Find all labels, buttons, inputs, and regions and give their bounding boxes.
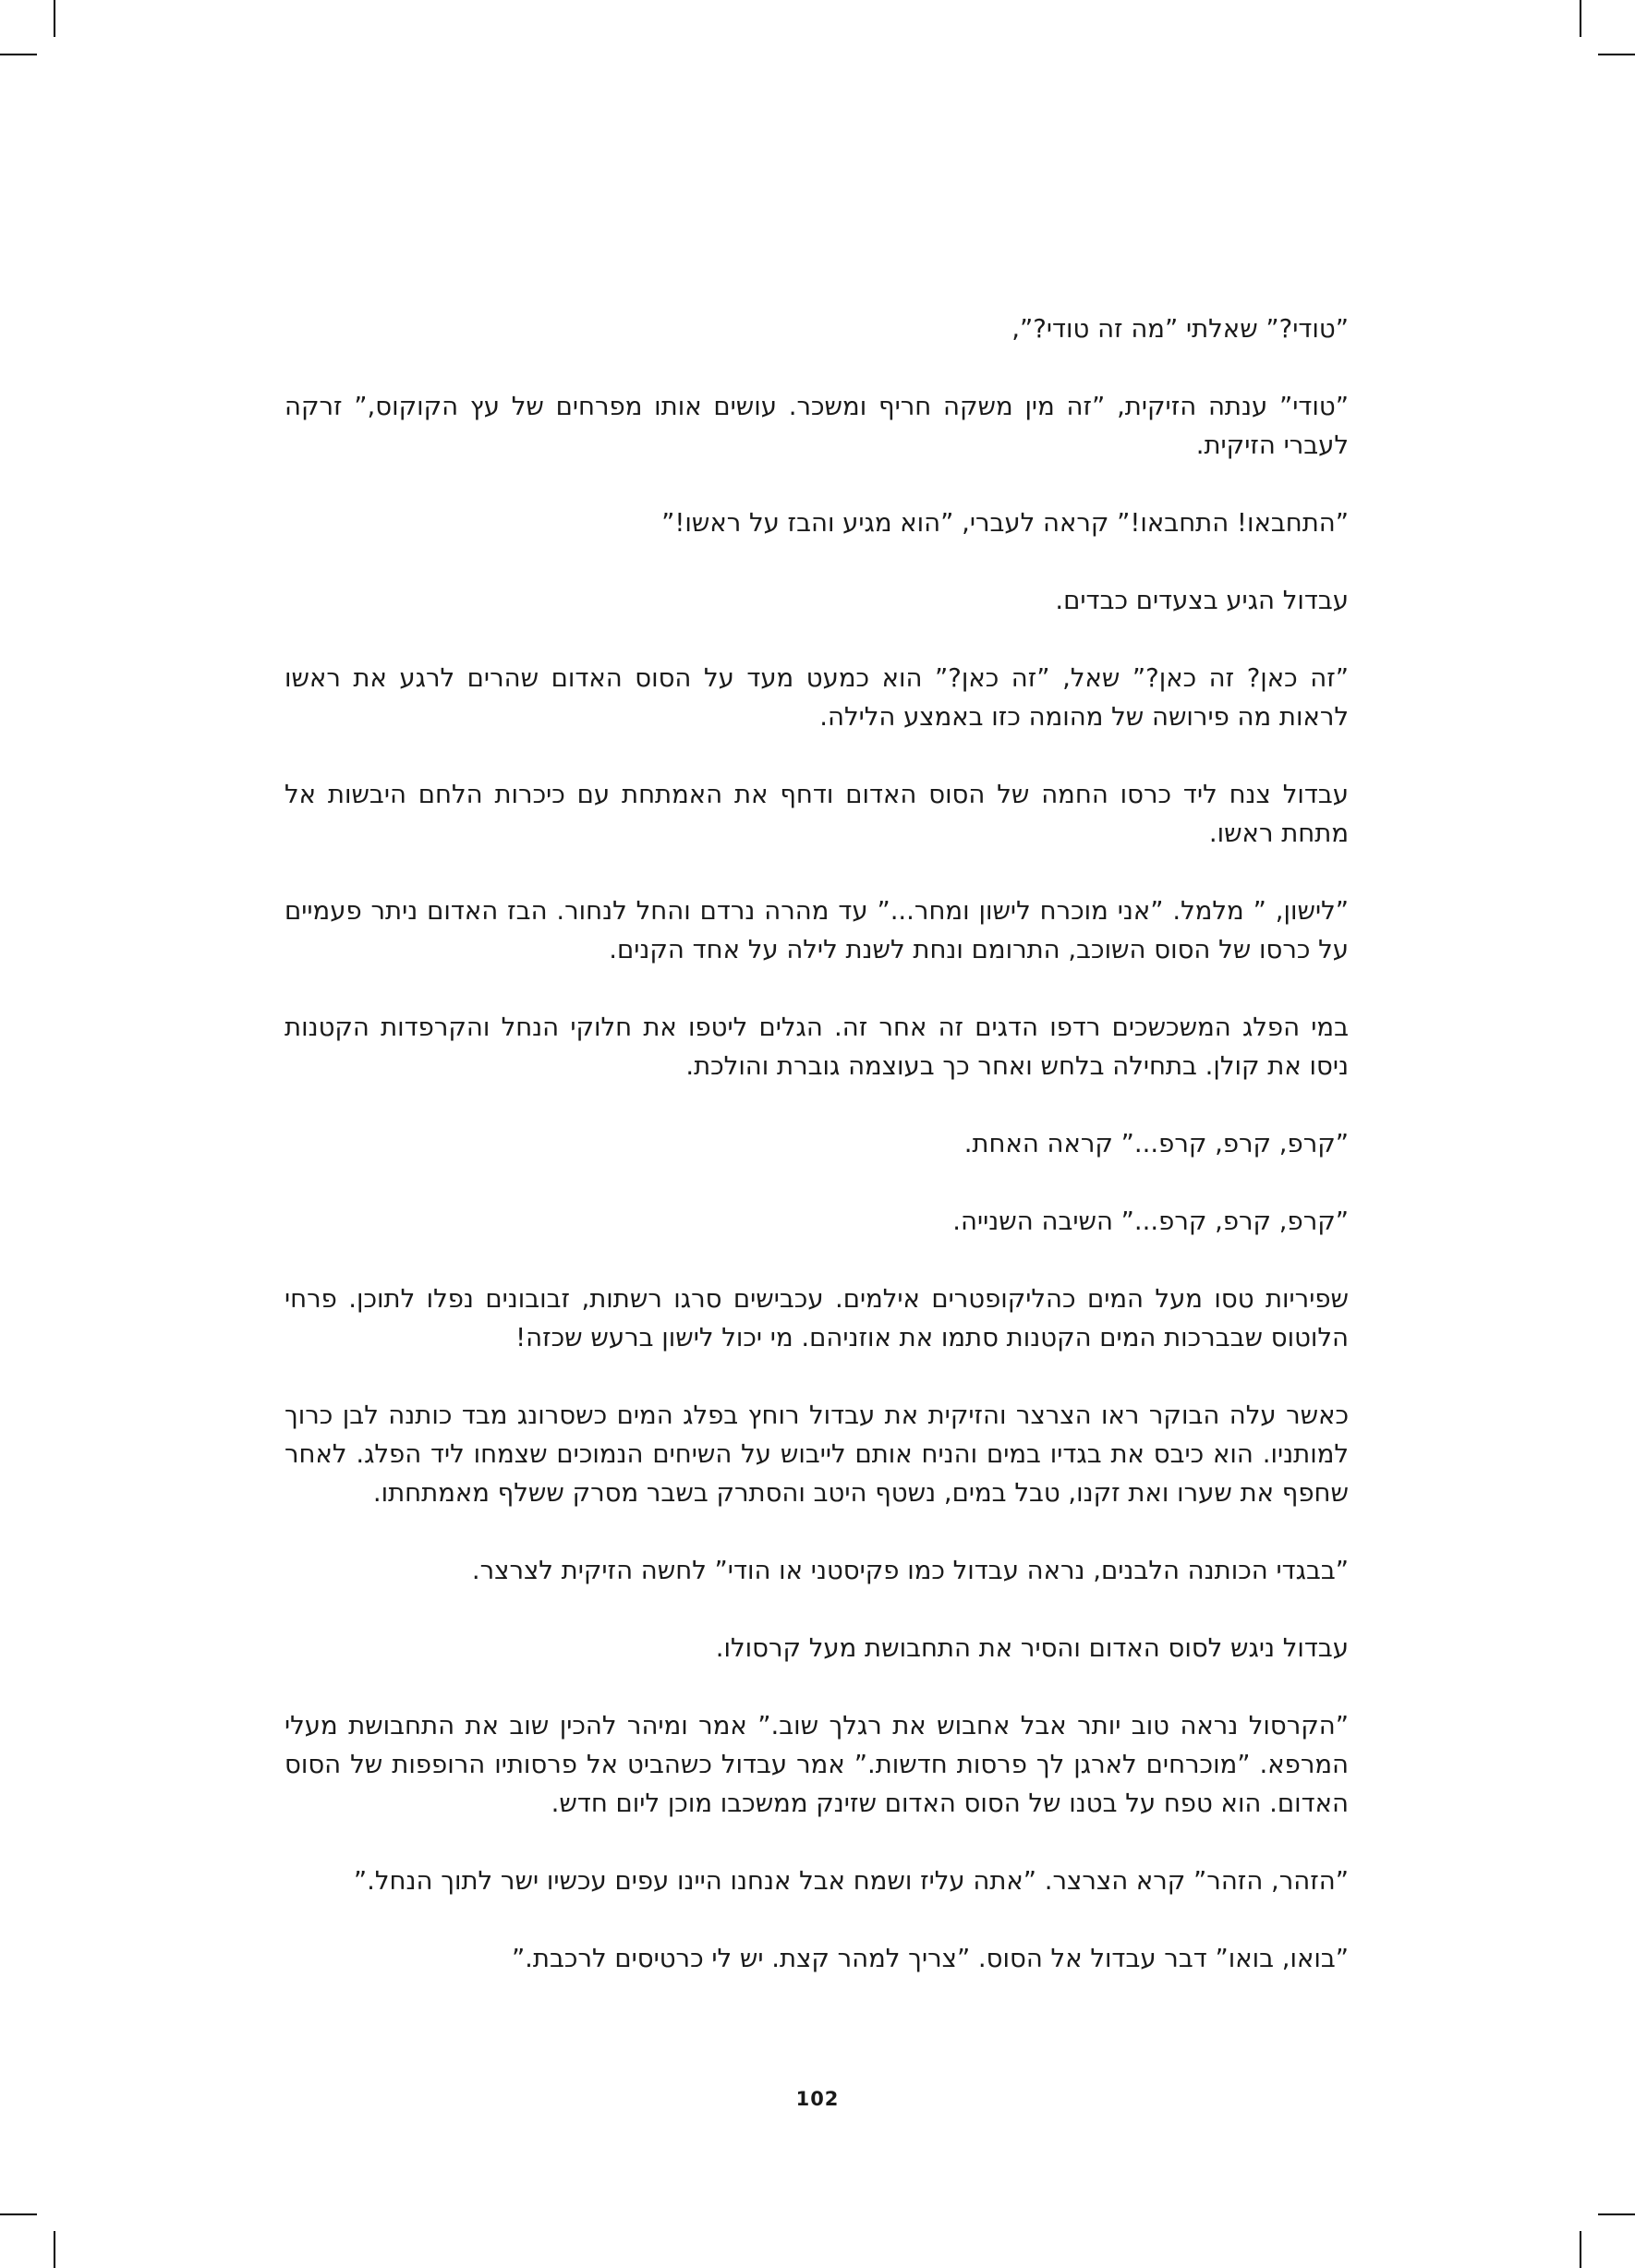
crop-mark-top-left-horizontal — [0, 54, 37, 55]
paragraph: ”הזהר, הזהר” קרא הצרצר. ”אתה עליז ושמח אבל אנחנו היינו עפים עכשיו ישר לתוך הנחל.” — [353, 1866, 1349, 1896]
paragraph: עבדול הגיע בצעדים כבדים. — [1055, 586, 1349, 615]
paragraph: ”טודי?” שאלתי ”מה זה טודי?”, — [1011, 314, 1349, 344]
crop-mark-top-right-vertical — [1580, 0, 1581, 37]
paragraph: ”בבגדי הכותנה הלבנים, נראה עבדול כמו פקיסטני או הודי” לחשה הזיקית לצרצר. — [471, 1556, 1349, 1585]
paragraph: במי הפלג המשכשכים רדפו הדגים זה אחר זה. הגלים ליטפו את חלוקי הנחל והקרפדות הקטנות ניסו את קולן. בתחילה בלחש ואחר כך בעוצמה גוברת והולכת. — [285, 1013, 1349, 1081]
crop-mark-bottom-left-horizontal — [0, 2213, 37, 2215]
crop-mark-bottom-right-vertical — [1580, 2231, 1581, 2268]
body-text — [285, 309, 1349, 2017]
crop-mark-bottom-left-vertical — [54, 2231, 55, 2268]
paragraph: ”קרפ, קרפ, קרפ...” השיבה השנייה. — [952, 1207, 1349, 1236]
paragraph: שפיריות טסו מעל המים כהליקופטרים אילמים. עכבישים סרגו רשתות, זבובונים נפלו לתוכן. פרחי הלוטוס שבברכות המים הקטנות סתמו את אוזניהם. מי יכול לישון ברעש שכזה! — [285, 1284, 1349, 1352]
paragraph: ”הקרסול נראה טוב יותר אבל אחבוש את רגלך שוב.” אמר ומיהר להכין שוב את התחבושת מעלי המרפא. ”מוכרחים לארגן לך פרסות חדשות.” אמר עבדול כשהביט אל פרסותיו הרופפות של הסוס האדום. הוא טפח על בטנו של הסוס האדום שזינק ממשכבו מוכן ליום חדש. — [285, 1711, 1349, 1818]
page-number: 102 — [795, 2088, 840, 2110]
paragraph: עבדול ניגש לסוס האדום והסיר את התחבושת מעל קרסולו. — [715, 1633, 1349, 1663]
paragraph: ”לישון, ” מלמל. ”אני מוכרח לישון ומחר...” עד מהרה נרדם והחל לנחור. הבז האדום ניתר פעמיים על כרסו של הסוס השוכב, התרומם ונחת לשנת לילה על אחד הקנים. — [285, 896, 1349, 964]
paragraph: ”זה כאן? זה כאן?” שאל, ”זה כאן?” הוא כמעט מעד על הסוס האדום שהרים לרגע את ראשו לראות מה פירושה של מהומה כזו באמצע הלילה. — [285, 663, 1349, 732]
crop-mark-top-left-vertical — [54, 0, 55, 37]
paragraph: ”בואו, בואו” דבר עבדול אל הסוס. ”צריך למהר קצת. יש לי כרטיסים לרכבת.” — [511, 1944, 1349, 1973]
crop-mark-bottom-right-horizontal — [1598, 2213, 1635, 2215]
crop-mark-top-right-horizontal — [1598, 54, 1635, 55]
paragraph: ”קרפ, קרפ, קרפ...” קראה האחת. — [963, 1129, 1349, 1158]
paragraph: כאשר עלה הבוקר ראו הצרצר והזיקית את עבדול רוחץ בפלג המים כשסרונג מבד כותנה לבן כרוך למותניו. הוא כיבס את בגדיו במים והניח אותם לייבוש על השיחים הנמוכים שצמחו ליד הפלג. לאחר שחפף את שערו ואת זקנו, טבל במים, נשטף היטב והסתרק בשבר מסרק ששלף מאמתחתו. — [285, 1401, 1349, 1508]
paragraph: עבדול צנח ליד כרסו החמה של הסוס האדום ודחף את האמתחת עם כיכרות הלחם היבשות אל מתחת ראשו. — [285, 780, 1349, 848]
paragraph: ”טודי” ענתה הזיקית, ”זה מין משקה חריף ומשכר. עושים אותו מפרחים של עץ הקוקוס,” זרקה לעברי הזיקית. — [285, 392, 1349, 460]
paragraph: ”התחבאו! התחבאו!” קראה לעברי, ”הוא מגיע והבז על ראשו!” — [661, 508, 1349, 538]
